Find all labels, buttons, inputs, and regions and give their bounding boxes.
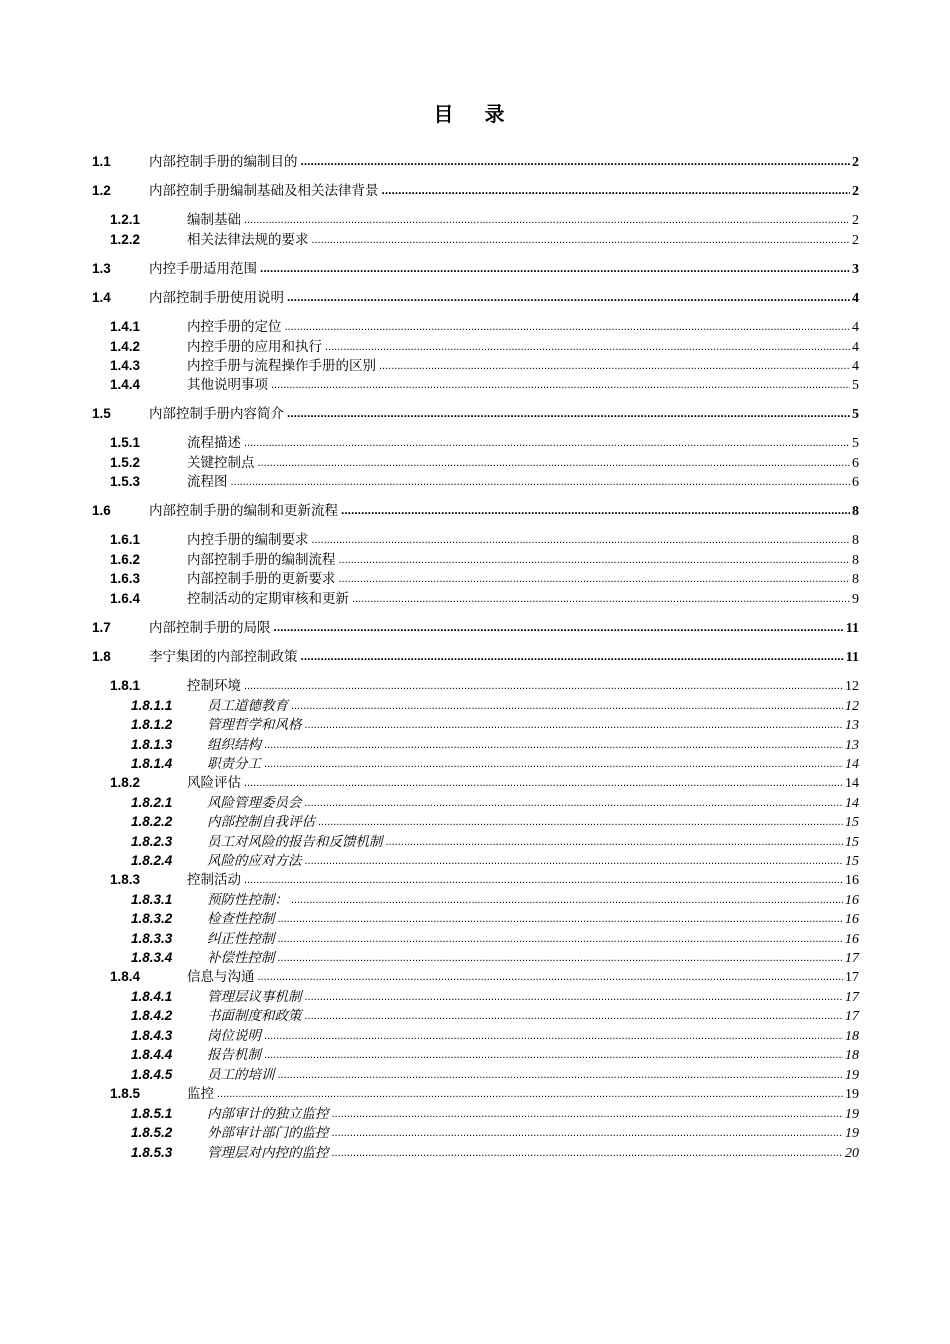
- toc-entry-page-number: 8: [852, 572, 859, 587]
- toc-entry-level2[interactable]: [110, 431, 859, 449]
- toc-entry-number: 1.2.1: [110, 212, 141, 227]
- toc-entry-title: 内控手册的编制要求: [187, 532, 309, 548]
- toc-entry-page-number: 3: [852, 262, 859, 277]
- dot-leader: [244, 870, 843, 884]
- dot-leader: [386, 832, 844, 846]
- toc-entry-page-number: 4: [852, 359, 859, 374]
- toc-entry-level3[interactable]: [131, 907, 859, 925]
- toc-entry-number: 1.8.1.2: [131, 717, 173, 732]
- toc-entry-page-number: 15: [845, 854, 859, 869]
- toc-entry-page-number: 5: [852, 407, 859, 422]
- toc-entry-level1[interactable]: [92, 402, 859, 420]
- toc-entry-page-number: 17: [845, 951, 859, 966]
- toc-entry-number: 1.7: [92, 620, 111, 635]
- toc-entry-title: 补偿性控制: [207, 950, 275, 966]
- toc-entry-level3[interactable]: [131, 1004, 859, 1022]
- toc-entry-title: 内部控制自我评估: [207, 814, 315, 830]
- toc-entry-level2[interactable]: [110, 587, 859, 605]
- toc-entry-page-number: 12: [845, 699, 859, 714]
- dot-leader: [271, 375, 850, 389]
- toc-entry-page-number: 14: [845, 757, 859, 772]
- toc-entry-number: 1.6.4: [110, 591, 141, 606]
- toc-entry-level3[interactable]: [131, 946, 859, 964]
- toc-entry-number: 1.8.3.3: [131, 931, 173, 946]
- toc-entry-number: 1.4.4: [110, 377, 141, 392]
- toc-entry-number: 1.8.1.4: [131, 756, 173, 771]
- toc-entry-page-number: 6: [852, 475, 859, 490]
- toc-entry-number: 1.6.3: [110, 571, 141, 586]
- toc-entry-level2[interactable]: [110, 1082, 859, 1100]
- toc-entry-number: 1.8.2.1: [131, 795, 173, 810]
- dot-leader: [305, 1006, 844, 1020]
- toc-entry-number: 1.8.2: [110, 775, 141, 790]
- toc-entry-page-number: 19: [845, 1068, 859, 1083]
- dot-leader: [305, 851, 844, 865]
- toc-entry-title: 检查性控制: [207, 911, 275, 927]
- toc-entry-level3[interactable]: [131, 830, 859, 848]
- toc-entry-number: 1.2: [92, 183, 111, 198]
- toc-entry-title: 编制基础: [187, 212, 241, 228]
- toc-entry-number: 1.8.2.4: [131, 853, 173, 868]
- dot-leader: [301, 647, 844, 661]
- toc-entry-title: 其他说明事项: [187, 377, 268, 393]
- toc-entry-title: 关键控制点: [187, 455, 255, 471]
- toc-entry-page-number: 17: [845, 1009, 859, 1024]
- toc-entry-level3[interactable]: [131, 849, 859, 867]
- dot-leader: [278, 1065, 844, 1079]
- dot-leader: [260, 259, 850, 273]
- toc-entry-title: 信息与沟通: [187, 969, 255, 985]
- toc-entry-number: 1.5.2: [110, 455, 141, 470]
- toc-entry-page-number: 5: [852, 436, 859, 451]
- toc-entry-page-number: 16: [845, 912, 859, 927]
- toc-entry-level2[interactable]: [110, 567, 859, 585]
- toc-entry-level2[interactable]: [110, 335, 859, 353]
- toc-entry-title: 员工道德教育: [207, 698, 288, 714]
- toc-entry-number: 1.8.1: [110, 678, 141, 693]
- toc-entry-level3[interactable]: [131, 985, 859, 1003]
- toc-entry-title: 内部控制手册的编制目的: [149, 154, 298, 170]
- dot-leader: [301, 152, 851, 166]
- toc-entry-number: 1.8.3.1: [131, 892, 173, 907]
- toc-entry-title: 员工的培训: [207, 1067, 275, 1083]
- toc-entry-title: 内控手册的应用和执行: [187, 339, 322, 355]
- dot-leader: [352, 589, 850, 603]
- toc-entry-title: 内部审计的独立监控: [207, 1106, 329, 1122]
- toc-entry-level3[interactable]: [131, 1102, 859, 1120]
- toc-entry-page-number: 18: [845, 1048, 859, 1063]
- dot-leader: [332, 1104, 844, 1118]
- toc-entry-level3[interactable]: [131, 810, 859, 828]
- toc-entry-title: 管理层对内控的监控: [207, 1145, 329, 1161]
- toc-entry-level1[interactable]: [92, 257, 859, 275]
- toc-entry-page-number: 20: [845, 1146, 859, 1161]
- dot-leader: [278, 909, 844, 923]
- toc-entry-number: 1.8.3.4: [131, 950, 173, 965]
- dot-leader: [258, 453, 851, 467]
- toc-entry-number: 1.8.5.1: [131, 1106, 173, 1121]
- dot-leader: [305, 987, 844, 1001]
- toc-entry-level3[interactable]: [131, 752, 859, 770]
- toc-entry-level3[interactable]: [131, 1043, 859, 1061]
- toc-entry-level3[interactable]: [131, 1121, 859, 1139]
- toc-entry-number: 1.8.5.2: [131, 1125, 173, 1140]
- toc-entry-level1[interactable]: [92, 499, 859, 517]
- toc-entry-title: 内部控制手册使用说明: [149, 290, 284, 306]
- toc-entry-level1[interactable]: [92, 286, 859, 304]
- toc-entry-title: 内部控制手册的编制和更新流程: [149, 503, 338, 519]
- toc-entry-title: 岗位说明: [207, 1028, 261, 1044]
- dot-leader: [318, 812, 843, 826]
- toc-entry-title: 组织结构: [207, 737, 261, 753]
- toc-entry-page-number: 9: [852, 592, 859, 607]
- dot-leader: [339, 550, 851, 564]
- toc-entry-page-number: 8: [852, 504, 859, 519]
- dot-leader: [339, 569, 851, 583]
- toc-entry-title: 监控: [187, 1086, 214, 1102]
- dot-leader: [291, 890, 843, 904]
- toc-entry-level3[interactable]: [131, 888, 859, 906]
- dot-leader: [312, 230, 851, 244]
- toc-entry-page-number: 19: [845, 1107, 859, 1122]
- toc-entry-level2[interactable]: [110, 315, 859, 333]
- toc-entry-number: 1.8.4.5: [131, 1067, 173, 1082]
- toc-entry-title: 内部控制手册的编制流程: [187, 552, 336, 568]
- toc-entry-level2[interactable]: [110, 674, 859, 692]
- toc-entry-level2[interactable]: [110, 528, 859, 546]
- toc-entry-level2[interactable]: [110, 208, 859, 226]
- toc-entry-title: 员工对风险的报告和反馈机制: [207, 834, 383, 850]
- dot-leader: [332, 1143, 844, 1157]
- toc-entry-level3[interactable]: [131, 713, 859, 731]
- toc-entry-level1[interactable]: [92, 150, 859, 168]
- dot-leader: [325, 337, 850, 351]
- toc-entry-number: 1.5.1: [110, 435, 141, 450]
- toc-entry-level2[interactable]: [110, 373, 859, 391]
- dot-leader: [291, 696, 843, 710]
- toc-entry-title: 相关法律法规的要求: [187, 232, 309, 248]
- toc-entry-level3[interactable]: [131, 1063, 859, 1081]
- toc-entry-title: 预防性控制：: [207, 892, 288, 908]
- toc-entry-title: 内部控制手册的更新要求: [187, 571, 336, 587]
- toc-entry-number: 1.8.5: [110, 1086, 141, 1101]
- dot-leader: [264, 1045, 843, 1059]
- toc-entry-level2[interactable]: [110, 548, 859, 566]
- toc-entry-number: 1.1: [92, 154, 111, 169]
- toc-entry-title: 风险评估: [187, 775, 241, 791]
- toc-entry-number: 1.8.4.3: [131, 1028, 173, 1043]
- toc-entry-title: 内部控制手册内容简介: [149, 406, 284, 422]
- toc-entry-title: 控制环境: [187, 678, 241, 694]
- dot-leader: [312, 530, 851, 544]
- toc-entry-page-number: 15: [845, 835, 859, 850]
- toc-entry-title: 控制活动: [187, 872, 241, 888]
- toc-entry-number: 1.8.3: [110, 872, 141, 887]
- toc-entry-page-number: 2: [852, 184, 859, 199]
- dot-leader: [244, 676, 843, 690]
- dot-leader: [278, 929, 844, 943]
- dot-leader: [217, 1084, 843, 1098]
- toc-entry-number: 1.8.4.4: [131, 1047, 173, 1062]
- toc-entry-number: 1.3: [92, 261, 111, 276]
- toc-entry-level2[interactable]: [110, 868, 859, 886]
- toc-entry-page-number: 15: [845, 815, 859, 830]
- toc-entry-level1[interactable]: [92, 179, 859, 197]
- toc-entry-title: 报告机制: [207, 1047, 261, 1063]
- dot-leader: [287, 288, 850, 302]
- toc-entry-number: 1.4.1: [110, 319, 141, 334]
- toc-entry-page-number: 5: [852, 378, 859, 393]
- toc-entry-level3[interactable]: [131, 1141, 859, 1159]
- toc-entry-page-number: 14: [845, 776, 859, 791]
- toc-entry-page-number: 2: [852, 213, 859, 228]
- toc-entry-number: 1.4: [92, 290, 111, 305]
- toc-entry-level2[interactable]: [110, 470, 859, 488]
- toc-entry-page-number: 19: [845, 1087, 859, 1102]
- toc-entry-title: 管理哲学和风格: [207, 717, 302, 733]
- toc-entry-page-number: 14: [845, 796, 859, 811]
- toc-entry-page-number: 17: [845, 990, 859, 1005]
- toc-entry-number: 1.5: [92, 406, 111, 421]
- dot-leader: [264, 735, 843, 749]
- toc-entry-number: 1.6.2: [110, 552, 141, 567]
- dot-leader: [285, 317, 851, 331]
- toc-entry-page-number: 11: [845, 650, 859, 665]
- toc-entry-page-number: 6: [852, 456, 859, 471]
- toc-entry-page-number: 18: [845, 1029, 859, 1044]
- dot-leader: [258, 967, 844, 981]
- toc-entry-page-number: 19: [845, 1126, 859, 1141]
- toc-entry-number: 1.8.4: [110, 969, 141, 984]
- toc-entry-number: 1.6.1: [110, 532, 141, 547]
- toc-entry-title: 内部控制手册编制基础及相关法律背景: [149, 183, 379, 199]
- toc-entry-title: 内控手册适用范围: [149, 261, 257, 277]
- toc-entry-level1[interactable]: [92, 616, 859, 634]
- toc-entry-page-number: 16: [845, 873, 859, 888]
- toc-entry-number: 1.8: [92, 649, 111, 664]
- toc-entry-page-number: 17: [845, 970, 859, 985]
- dot-leader: [379, 356, 850, 370]
- toc-entry-title: 流程描述: [187, 435, 241, 451]
- toc-entry-number: 1.8.3.2: [131, 911, 173, 926]
- toc-entry-page-number: 8: [852, 533, 859, 548]
- toc-entry-number: 1.8.5.3: [131, 1145, 173, 1160]
- toc-entry-title: 内控手册的定位: [187, 319, 282, 335]
- toc-entry-number: 1.2.2: [110, 232, 141, 247]
- toc-entry-title: 内部控制手册的局限: [149, 620, 271, 636]
- toc-entry-title: 控制活动的定期审核和更新: [187, 591, 349, 607]
- toc-entry-page-number: 4: [852, 291, 859, 306]
- toc-entry-page-number: 13: [845, 738, 859, 753]
- toc-entry-level2[interactable]: [110, 354, 859, 372]
- toc-entry-number: 1.6: [92, 503, 111, 518]
- dot-leader: [305, 715, 844, 729]
- toc-entry-number: 1.5.3: [110, 474, 141, 489]
- dot-leader: [231, 472, 851, 486]
- toc-entry-title: 外部审计部门的监控: [207, 1125, 329, 1141]
- dot-leader: [278, 948, 844, 962]
- toc-entry-page-number: 2: [852, 233, 859, 248]
- toc-title: 目 录: [433, 102, 517, 126]
- dot-leader: [287, 404, 850, 418]
- dot-leader: [244, 773, 843, 787]
- toc-entry-page-number: 16: [845, 932, 859, 947]
- toc-entry-level2[interactable]: [110, 228, 859, 246]
- toc-entry-number: 1.8.1.3: [131, 737, 173, 752]
- toc-entry-page-number: 12: [845, 679, 859, 694]
- toc-entry-title: 职责分工: [207, 756, 261, 772]
- toc-entry-number: 1.8.1.1: [131, 698, 173, 713]
- toc-entry-title: 风险管理委员会: [207, 795, 302, 811]
- toc-entry-page-number: 11: [845, 621, 859, 636]
- dot-leader: [264, 754, 843, 768]
- toc-entry-page-number: 4: [852, 340, 859, 355]
- toc-entry-level2[interactable]: [110, 451, 859, 469]
- toc-entry-page-number: 4: [852, 320, 859, 335]
- toc-entry-level2[interactable]: [110, 965, 859, 983]
- toc-entry-title: 李宁集团的内部控制政策: [149, 649, 298, 665]
- dot-leader: [332, 1123, 844, 1137]
- dot-leader: [244, 433, 850, 447]
- toc-entry-title: 书面制度和政策: [207, 1008, 302, 1024]
- toc-entry-title: 流程图: [187, 474, 228, 490]
- toc-entry-number: 1.8.2.2: [131, 814, 173, 829]
- toc-entry-level3[interactable]: [131, 927, 859, 945]
- toc-entry-page-number: 8: [852, 553, 859, 568]
- toc-entry-title: 纠正性控制: [207, 931, 275, 947]
- toc-entry-page-number: 13: [845, 718, 859, 733]
- toc-entry-title: 管理层议事机制: [207, 989, 302, 1005]
- dot-leader: [274, 618, 844, 632]
- toc-entry-number: 1.8.4.2: [131, 1008, 173, 1023]
- toc-entry-level3[interactable]: [131, 791, 859, 809]
- dot-leader: [264, 1026, 843, 1040]
- dot-leader: [305, 793, 844, 807]
- toc-entry-page-number: 16: [845, 893, 859, 908]
- toc-entry-level3[interactable]: [131, 733, 859, 751]
- toc-entry-number: 1.4.2: [110, 339, 141, 354]
- toc-entry-level3[interactable]: [131, 694, 859, 712]
- dot-leader: [341, 501, 850, 515]
- toc-entry-level2[interactable]: [110, 771, 859, 789]
- dot-leader: [244, 210, 850, 224]
- toc-entry-title: 风险的应对方法: [207, 853, 302, 869]
- toc-entry-page-number: 2: [852, 155, 859, 170]
- toc-entry-number: 1.8.4.1: [131, 989, 173, 1004]
- toc-entry-level1[interactable]: [92, 645, 859, 663]
- dot-leader: [382, 181, 851, 195]
- toc-entry-number: 1.4.3: [110, 358, 141, 373]
- toc-entry-number: 1.8.2.3: [131, 834, 173, 849]
- toc-entry-title: 内控手册与流程操作手册的区别: [187, 358, 376, 374]
- toc-entry-level3[interactable]: [131, 1024, 859, 1042]
